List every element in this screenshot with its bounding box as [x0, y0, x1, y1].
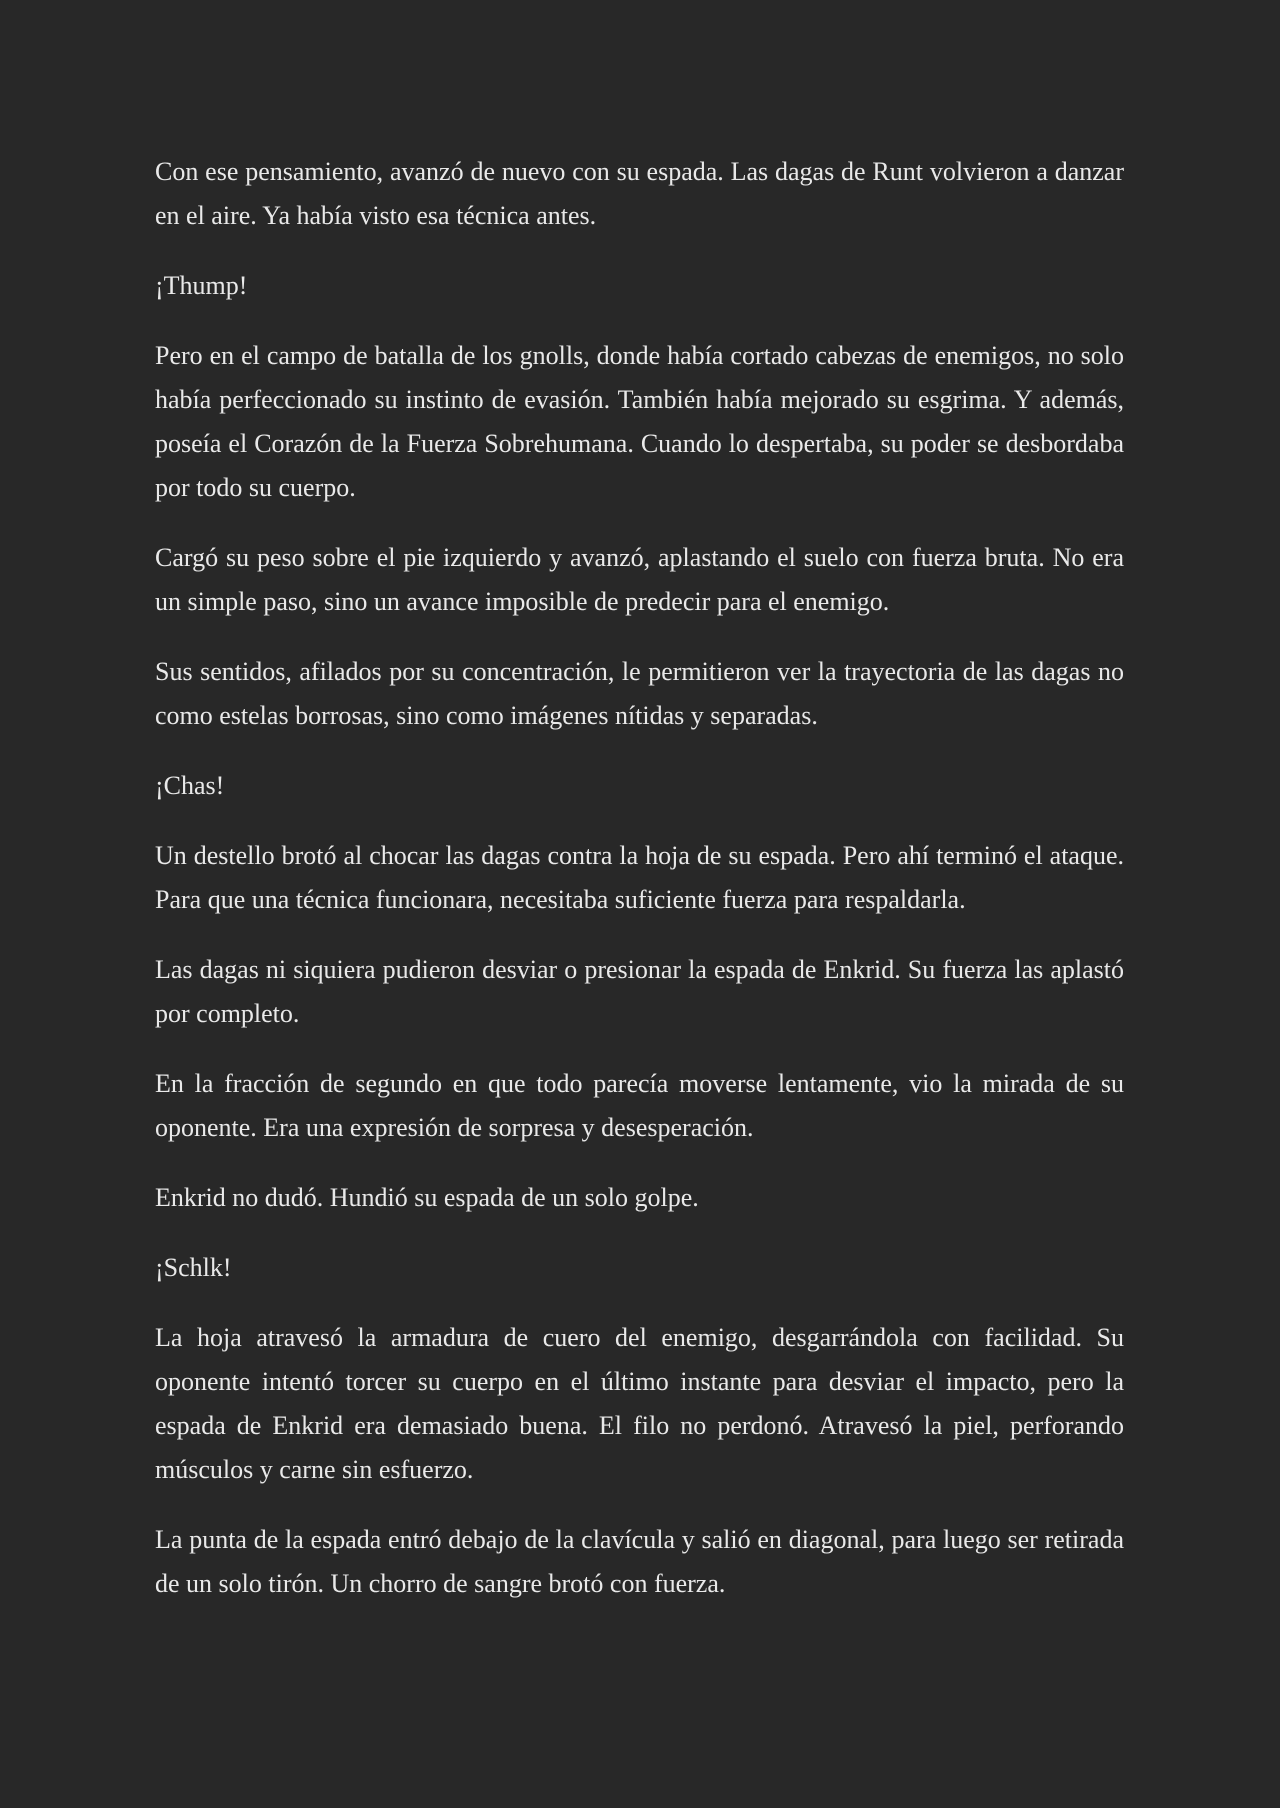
paragraph-9: En la fracción de segundo en que todo parecía moverse lentamente, vio la mirada de su oponente. Era una expresión de sorpresa y desesperación. — [155, 1069, 1124, 1142]
paragraph-1: Con ese pensamiento, avanzó de nuevo con su espada. Las dagas de Runt volvieron a danzar en el aire. Ya había visto esa técnica antes. — [155, 157, 1124, 230]
paragraph-12: La hoja atravesó la armadura de cuero del enemigo, desgarrándola con facilidad. Su oponente intentó torcer su cuerpo en el último instante para desviar el impacto, pero la espada de Enkrid era demasiado buena. El filo no perdonó. Atravesó la piel, perforando músculos y carne sin esfuerzo. — [155, 1323, 1124, 1484]
paragraph-5: Sus sentidos, afilados por su concentración, le permitieron ver la trayectoria de las dagas no como estelas borrosas, sino como imágenes nítidas y separadas. — [155, 657, 1124, 730]
paragraph-13: La punta de la espada entró debajo de la clavícula y salió en diagonal, para luego ser retirada de un solo tirón. Un chorro de sangre brotó con fuerza. — [155, 1525, 1124, 1598]
paragraph-6: ¡Chas! — [155, 771, 225, 800]
paragraph-4: Cargó su peso sobre el pie izquierdo y avanzó, aplastando el suelo con fuerza bruta. No era un simple paso, sino un avance imposible de predecir para el enemigo. — [155, 543, 1124, 616]
paragraph-2: ¡Thump! — [155, 271, 248, 300]
paragraph-7: Un destello brotó al chocar las dagas contra la hoja de su espada. Pero ahí terminó el ataque. Para que una técnica funcionara, necesitaba suficiente fuerza para respaldarla. — [155, 841, 1124, 914]
paragraph-8: Las dagas ni siquiera pudieron desviar o presionar la espada de Enkrid. Su fuerza las aplastó por completo. — [155, 955, 1124, 1028]
paragraph-11: ¡Schlk! — [155, 1253, 232, 1282]
reader-content — [155, 150, 1124, 1632]
paragraph-10: Enkrid no dudó. Hundió su espada de un solo golpe. — [155, 1183, 699, 1212]
paragraph-3: Pero en el campo de batalla de los gnolls, donde había cortado cabezas de enemigos, no solo había perfeccionado su instinto de evasión. También había mejorado su esgrima. Y además, poseía el Corazón de la Fuerza Sobrehumana. Cuando lo despertaba, su poder se desbordaba por todo su cuerpo. — [155, 341, 1124, 502]
